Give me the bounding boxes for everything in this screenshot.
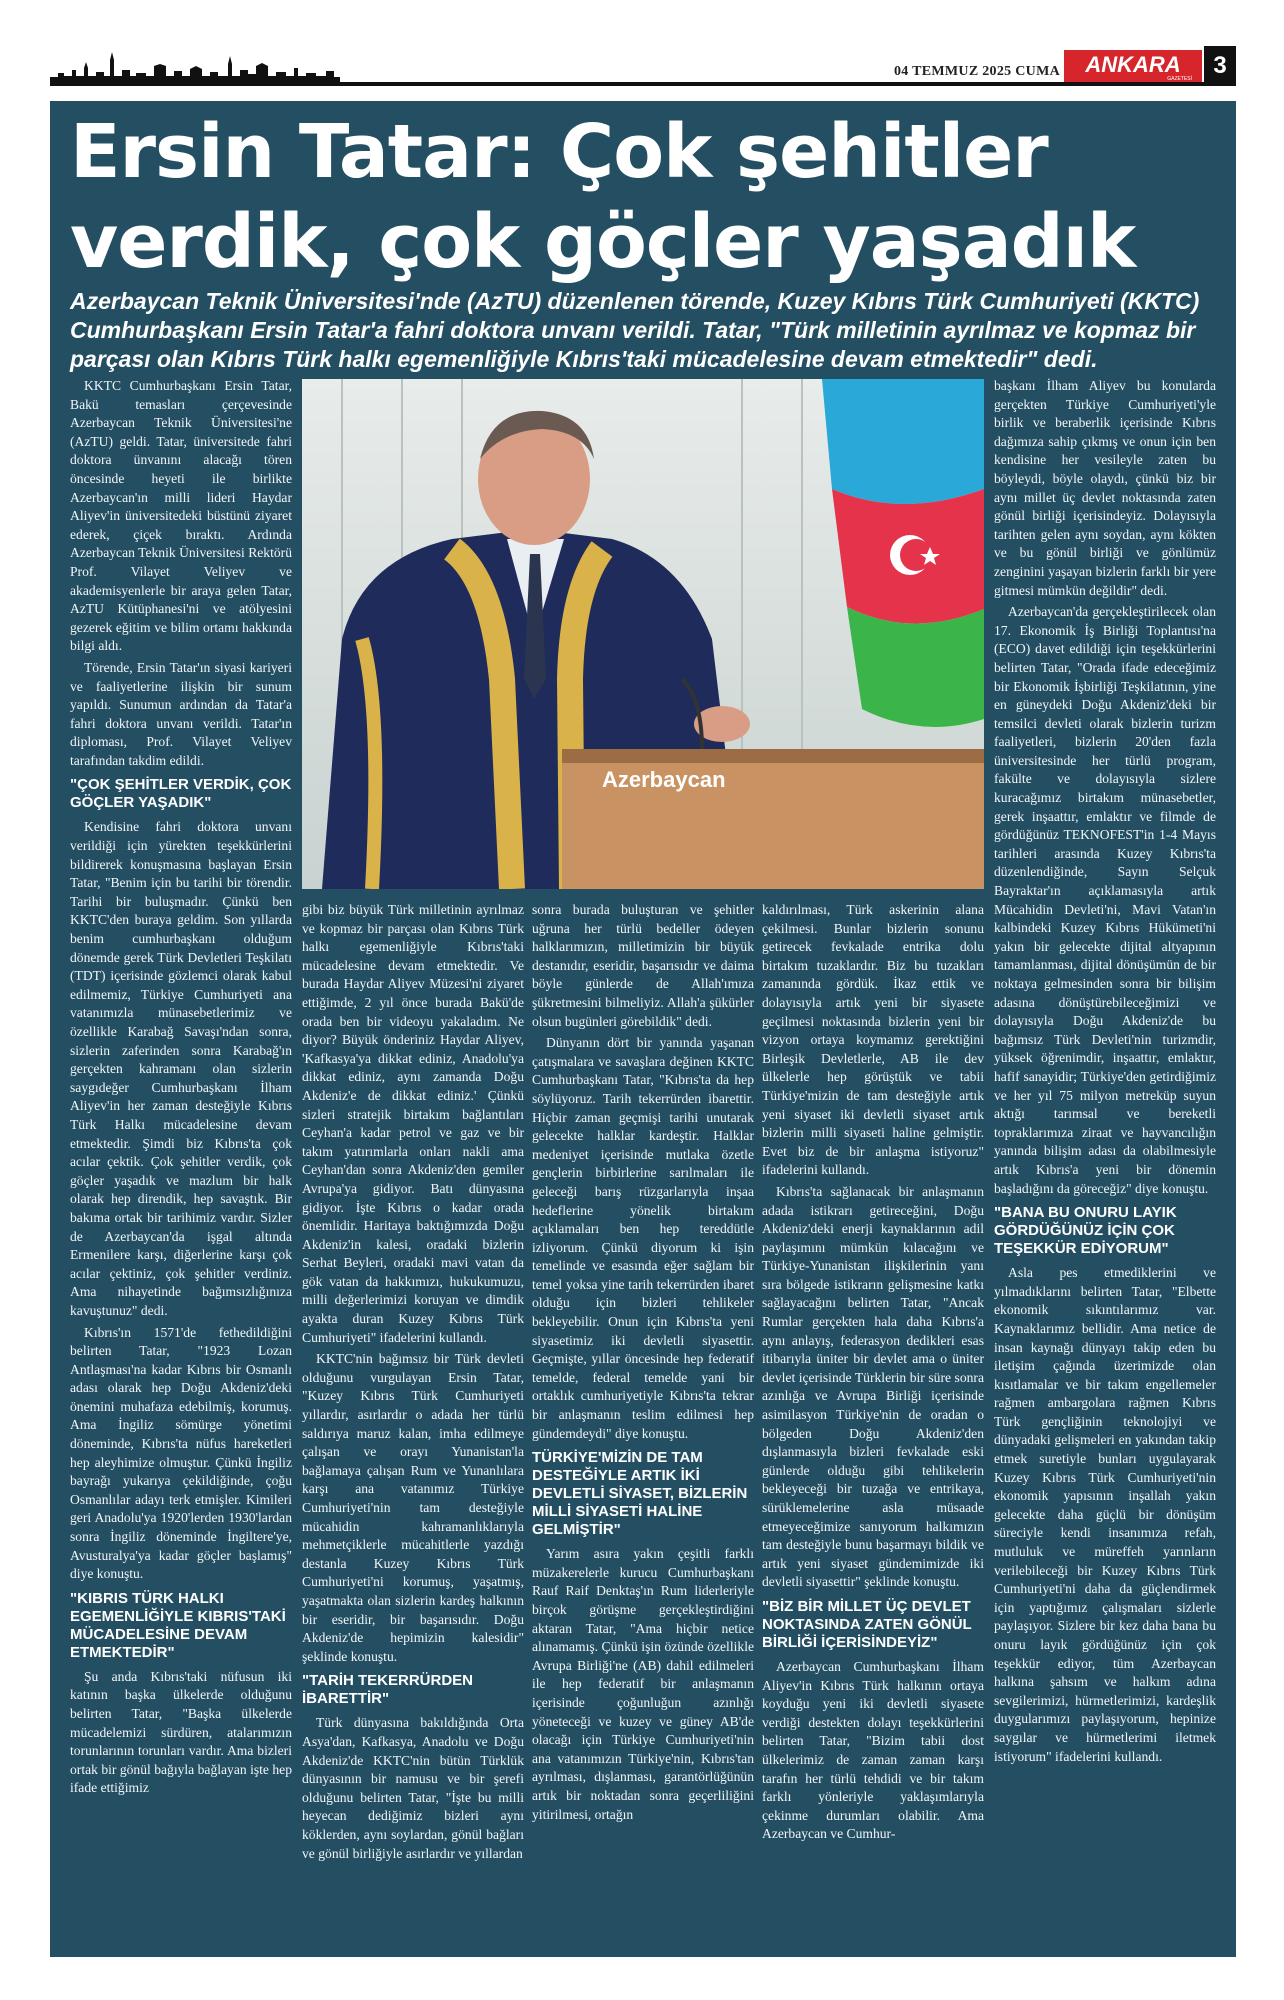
subheading: "ÇOK ŞEHİTLER VERDİK, ÇOK GÖÇLER YAŞADIK": [70, 776, 292, 812]
subheading: "BİZ BİR MİLLET ÜÇ DEVLET NOKTASINDA ZATEN GÖNÜL BİRLİĞİ İÇERİSİNDEYİZ": [762, 1597, 972, 1651]
podium-label: Azerbaycan: [602, 767, 726, 792]
paragraph: Kıbrıs'ta sağlanacak bir anlaşmanın adada istikrarı getireceğini, Doğu Akdeniz'deki enerji kaynaklarının adil paylaşımını mümkün kılacağını ve Türkiye-Yunanistan ilişkilerinin yanı sıra bölgede istikrarın gelişmesine katkı sağlayacağını belirten Tatar, "Ancak Rumlar gerçekten hala daha Kıbrıs'a aynı anlayış, federasyon dedikleri esas itibarıyla üniter bir devlet ama o üniter devlet içerisinde Türklerin bir süre sonra azınlığa ve Avrupa Birliği içerisinde asimilasyon Türkiye'nin de oradan o bölgeden Doğu Akdeniz'den dışlanmasıyla bizleri fevkalade eski günlerde olduğu gibi tehlikelerin bekleyeceği bir tuzağa ve entrikaya, sürüklemelerine asla müsaade etmeyeceğimize sanıyorum halkımızın tam desteğiyle bunu başarmayı bildik ve artık yeni siyaset gündemimizde iki devletli siyasettir" şeklinde konuştu.: [762, 1183, 984, 1590]
paragraph: Azerbaycan'da gerçekleştirilecek olan 17. Ekonomik İş Birliği Toplantısı'na (ECO) davet edildiği için teşekkürlerini belirten Tatar, "Orada ifade edeceğimiz bir Ekonomik İşbirliği Teşkilatının, yine en güneydeki Doğu Akdeniz'deki bir temsilci devleti olarak bizlerin turizm faaliyetleri, bizlerin 20'den fazla üniversitesinde her türlü program, fakülte ve dolayısıyla sizlere kuracağımız birtakım münasebetler, gerek inşaattır, emlaktır ve filmde de gördüğünüz TEKNOFEST'in 1-4 Mayıs tarihleri arasında Kuzey Kıbrıs'ta düzenlendiğinde, Sayın Selçuk Bayraktar'ın açıklamasıyla artık Mücahidin Devleti'ni, Mavi Vatan'ın kalbindeki Kuzey Kıbrıs Hükümeti'ni yakın bir gelecekte dijital altyapının tamamlanması, dijital dönüşümün de bir noktaya gelmesinden sonra bir bilişim adasına dönüştürebileceğimizi ve dolayısıyla Doğu Akdeniz'de bu bağımsız Türk Devleti'nin turizmdir, yüksek öğrenimdir, inşaattır, emlaktır, hafif sanayidir; Türkiye'den getirdiğimiz ve her yıl 75 milyon metreküp suyun aktığı tarımsal ve bereketli topraklarımıza ziraat ve hayvancılığın yanında bilişim adası da olabilmesiyle artık Kıbrıs'a yeni bir dönemin başladığını da göreceğiz" diye konuştu.: [994, 604, 1216, 1196]
paragraph: KKTC Cumhurbaşkanı Ersin Tatar, Bakü temasları çerçevesinde Azerbaycan Teknik Üniversitesi'ne (AzTU) geldi. Tatar, üniversitede fahri doktora ünvanını alacağı tören öncesinde heyeti ile birlikte Azerbaycan'ın milli lideri Haydar Aliyev'in üniversitedeki büstünü ziyaret ederek, çiçek bıraktı. Ardında Azerbaycan Teknik Üniversitesi Rektörü Prof. Vilayet Veliyev ve akademisyenlerle bir araya gelen Tatar, AzTU Kütüphanesi'ni ve atölyesini gezerek eğitim ve bilim ortamı hakkında bilgi aldı.: [70, 378, 292, 654]
paragraph: gibi biz büyük Türk milletinin ayrılmaz ve kopmaz bir parçası olan Kıbrıs Türk halkı egemenliğiyle Kıbrıs'taki mücadelesine devam etmektedir. Ve burada Haydar Aliyev Müzesi'ni ziyaret ettiğimde, 2 yıl önce burada Bakü'de orada ben bir videoyu yakaladım. Ne diyor? Büyük önderiniz Haydar Aliyev, 'Kafkasya'ya dikkat ediniz, Anadolu'ya dikkat ediniz, aynı zamanda Doğu Akdeniz'e de dikkat ediniz.' Çünkü sizleri stratejik birtakım bağlantıları Ceyhan'a kadar petrol ve gaz ve bir takım yatırımlarla onları nakli ama Ceyhan'dan sonra Akdeniz'den gemiler Avrupa'ya gidiyor. Batı dünyasına gidiyor. İşte Kıbrıs o kadar orada önemlidir. Haritaya baktığımızda Doğu Akdeniz'in kalesi, oradaki bizlerin Serhat Beyleri, oradaki mavi vatan da gök vatan da hakkımızı, hukukumuzu, milli değerlerimizi koruyan ve dimdik ayakta duran Kuzey Kıbrıs Türk Cumhuriyeti" ifadelerini kullandı.: [302, 902, 524, 1345]
paragraph: KKTC'nin bağımsız bir Türk devleti olduğunu vurgulayan Ersin Tatar, "Kuzey Kıbrıs Türk Cumhuriyeti yıllardır, asırlardır o adada her türlü saldırıya maruz kalan, imha edilmeye çalışan ve orayı Yunanistan'la bağlamaya çalışan Rum ve Yunanlılara karşı ana vatanımız Türkiye Cumhuriyeti'nin tam desteğiyle mücahidin kahramanlıklarıyla mehmetçiklerle mücahitlerle yazdığı destanla Kuzey Kıbrıs Türk Cumhuriyeti'ni korumuş, yaşatmış, yaşatmakta olan sizlerin kardeş halkının bir eseridir, bir başarısıdır. Doğu Akdeniz'de hepimizin kalesidir" şeklinde konuştu.: [302, 1351, 524, 1664]
logo-subtext: GAZETESİ: [1167, 76, 1192, 82]
issue-date: 04 TEMMUZ 2025 CUMA: [893, 64, 1060, 79]
ankara-skyline-icon: [50, 46, 340, 86]
paragraph: Dünyanın dört bir yanında yaşanan çatışmalara ve savaşlara değinen KKTC Cumhurbaşkanı Tatar, "Kıbrıs'ta da hep söylüyoruz. Tarih tekerrürden ibarettir. Hiçbir zaman geçmişi tarihi unutarak gelecekte halklar kardeştir. Halklar medeniyet içerisinde mutlaka özetle gençlerin birbirlerine sarılmaları ile geleceği barış rüzgarlarıyla inşaa hedeflerine yönelik birtakım açıklamaları ben hep tereddütle izliyorum. Çünkü diyorum ki işin temelinde ve esasında eğer sağlam bir temel yoksa yine tarih tekerrürden ibaret olduğu için bizleri tehlikeler bekleyebilir. Onun için Kıbrıs'ta yeni siyasetimiz iki devletli siyasettir. Geçmişte, yıllar öncesinde hep federatif temelde, federal temelde yani bir ortaklık cumhuriyetiyle Kıbrıs'ta tekrar bir anlaşmanın teslim edilmesi hep gündemdeydi" diye konuştu.: [532, 1035, 754, 1441]
column-3: [532, 901, 754, 1827]
paragraph: başkanı İlham Aliyev bu konularda gerçekten Türkiye Cumhuriyeti'yle birlik ve beraberlik içerisinde Kıbrıs dağımıza sahip çıkmış ve onun için ben kendisine her vesileyle zaten bu böyleydi, böyle olaydı, çünkü biz bir aynı millet üç devlet noktasında zaten gönül birliği içerisindeyiz. Dolayısıyla tarihten gelen aynı soydan, aynı kökten ve bu gönül birliği ve gönlümüz zenginini yaşayan bizlerin farklı bir yere gitmesi mümkün değildir" dedi.: [994, 378, 1216, 598]
article-panel: [50, 101, 1236, 1957]
page-number: 3: [1204, 46, 1236, 86]
photo-illustration: [302, 379, 984, 889]
paragraph: Şu anda Kıbrıs'taki nüfusun iki katının başka ülkelerde olduğunu belirten Tatar, "Başka ülkelerde mücadelemizi sürdüren, atalarımızın torunlarının torunları vardır. Ama bizleri ortak bir gönül bağıyla bağlayan işte hep ifade ettiğimiz: [70, 1668, 292, 1796]
subheading: "KIBRIS TÜRK HALKI EGEMENLİĞİYLE KIBRIS'TAKİ MÜCADELESİNE DEVAM ETMEKTEDİR": [70, 1589, 286, 1661]
subheading: "BANA BU ONURU LAYIK GÖRDÜĞÜNÜZ İÇİN ÇOK TEŞEKKÜR EDİYORUM": [994, 1204, 1177, 1258]
paragraph: Kıbrıs'ın 1571'de fethedildiğini belirten Tatar, "1923 Lozan Antlaşması'na kadar Kıbrıs bir Osmanlı adası olarak hep Doğu Akdeniz'deki önemini muhafaza edebilmiş, korumuş. Ama İngiliz sömürge yönetimi döneminde, Kıbrıs'ta nüfus hareketleri hep aleyhimize olmuştur. Çünkü İngiliz bayrağı yukarıya çekildiğinde, çoğu Osmanlılar adayı terk etmişler. Kimileri geri Anadolu'ya 1920'lerden 1930'lardan sonra İngiliz döneminde İngiltere'ye, Avusturalya'ya kadar göçler başlamış" diye konuştu.: [70, 1324, 292, 1582]
paragraph: Asla pes etmediklerini ve yılmadıklarını belirten Tatar, "Elbette ekonomik sıkıntılarımız var. Kaynaklarımız bellidir. Ama netice de insan kaynağı dünyayı takip eden bu iletişim çağında üzerimizde olan kısıtlamalar ve bir takım engellemeler rağmen ambargolara rağmen Kıbrıs Türk gençliğinin teknolojiyi ve dünyadaki gelişmeleri en yakından takip etmek suretiyle bunları uygulayarak Kuzey Kıbrıs Türk Cumhuriyeti'nin ekonomik yapısının inşallah yakın gelecekte daha güçlü bir dönüşüm süreciyle kendi insanımıza refah, mutluluk ve müreffeh yarınların verilebileceği bir Kuzey Kıbrıs Türk Cumhuriyeti'ni daha da güçlendirmek için yaptığımız çalışmaları sizlerle paylaşıyor. Sizlere bir kez daha bana bu onuru layık gördüğünüz için çok teşekkür ediyor, tüm Azerbaycan halkına şahsım ve halkım adına sevgilerimizi, hürmetlerimizi, kardeşlik duygularımızı paylaşıyorum, hepinize saygılar ve hürmetlerimi iletmek istiyorum" ifadelerini kullandı.: [994, 1265, 1216, 1764]
logo-text: ANKARA: [1085, 52, 1181, 77]
paragraph: Türk dünyasına bakıldığında Orta Asya'dan, Kafkasya, Anadolu ve Doğu Akdeniz'de KKTC'nin bütün Türklük dünyasının bir namusu ve bir şerefi olduğunu belirten Tatar, "İşte bu milli heyecan dediğimiz bizleri aynı köklerden, aynı soylardan, gönül bağları ve gönül birliğiyle asırlardır ve yıllardan: [302, 1715, 524, 1861]
paragraph: Azerbaycan Cumhurbaşkanı İlham Aliyev'in Kıbrıs Türk halkının ortaya koyduğu yeni iki devletli siyasete verdiği destekten dolayı teşekkürlerini belirten Tatar, "Bizim tabii dost ülkelerimiz de zaman zaman karşı tarafın her türlü tehdidi ve bir takım farklı yönleriyle yaklaşımlarıyla çekinme durumları olabilir. Ama Azerbaycan ve Cumhur-: [762, 1658, 984, 1842]
newspaper-logo: [1064, 50, 1202, 82]
column-1: [70, 377, 292, 1801]
paragraph: Kendisine fahri doktora unvanı verildiği için yürekten teşekkürlerini bildirerek konuşmasına başlayan Ersin Tatar, "Benim için bu tarihi bir törendir. Tarihi bir buluşmadır. Çünkü ben KKTC'den buraya geldim. Son yıllarda benim cumhurbaşkanı olduğum dönemde gerek Türk Devletleri Teşkilatı (TDT) içerisinde gözlemci olarak kabul edilmemiz, Türkiye Cumhuriyeti ana vatanımızla münasebetlerimiz ve özellikle Karabağ Savaşı'ndan sonra, sizlerin zaferinden sonra Karabağ'ın gerçekten kahramanı olan sizlerin saygıdeğer Cumhurbaşkanı İlham Aliyev'in her zaman desteğiyle Kıbrıs Türk Halkı mücadelesine devam etmektedir. Şimdi biz Kıbrıs'ta çok acılar çektik. Çok şehitler verdik, çok göçler yaşadık ve mazlum bir halk olarak hep direndik, hep savaştık. Bir bakıma ortak bir tarihimiz vardır. Sizler de Azerbaycan'da işgal altında Ermenilere karşı, diğerlerine karşı çok acılar çektiniz, çok şehitler verdiniz. Ama nihayetinde bağımsızlığınıza kavuştunuz" dedi.: [70, 819, 292, 1318]
paragraph: Yarım asıra yakın çeşitli farklı müzakerelerle kurucu Cumhurbaşkanı Rauf Raif Denktaş'ın Rum liderleriyle birçok görüşme gerçekleştirdiğini aktaran Tatar, "Ama hiçbir netice alınamamış. Çünkü işin özünde özellikle Avrupa Birliği'ne (AB) dahil edilmeleri ile hep federatif bir anlaşmanın içerisinde çoğunluğun azınlığı yöneteceği ve kuzey ve güney AB'de olacağı için Türkiye Cumhuriyeti'nin ana vatanımızın Türkiye'nin, Kıbrıs'tan ayrılması, dışlanması, garantörlüğünün artık bir noktadan sonra geçerliliğini yitirilmesi, ortağın: [532, 1546, 754, 1822]
article-photo: [302, 379, 984, 889]
column-2: [302, 901, 524, 1866]
headline: Ersin Tatar: Çok şehitler verdik, çok göçler yaşadık: [70, 109, 1136, 285]
deck: Azerbaycan Teknik Üniversitesi'nde (AzTU) düzenlenen törende, Kuzey Kıbrıs Türk Cumhuriyeti (KKTC) Cumhurbaşkanı Ersin Tatar'a fahri doktora unvanı verildi. Tatar, "Türk milletinin ayrılmaz ve kopmaz bir parçası olan Kıbrıs Türk halkı egemenliğiyle Kıbrıs'taki mücadelesine devam etmektedir" dedi.: [70, 288, 1200, 372]
column-4: [762, 901, 984, 1847]
paragraph: kaldırılması, Türk askerinin alana çekilmesi. Bunlar bizlerin sonunu getirecek fevkalade entrika dolu birtakım tuzaklardır. Biz bu tuzakları zamanında gördük. İkaz ettik ve dolayısıyla artık yeni bir siyasete geçilmesi noktasında bizlerin yeni bir vizyon ortaya koymamız gerektiğini Birleşik Devletlerle, AB ile dev ülkelerle hep görüştük ve tabii Türkiye'mizin de tam desteğiyle artık yeni siyaset iki devletli siyaset artık bizlerin milli siyaseti haline gelmiştir. Evet biz de bir anlaşma istiyoruz" ifadelerini kullandı.: [762, 902, 984, 1178]
paragraph: Törende, Ersin Tatar'ın siyasi kariyeri ve faaliyetlerine ilişkin bir sunum yapıldı. Sunumun ardından da Tatar'a fahri doktora unvanı verildi. Tatar'ın diploması, Prof. Vilayet Veliyev tarafından takdim edildi.: [70, 659, 292, 768]
subheading: TÜRKİYE'MİZİN DE TAM DESTEĞİYLE ARTIK İKİ DEVLETLİ SİYASET, BİZLERİN MİLLİ SİYASETİ HALİNE GELMİŞTİR": [532, 1449, 748, 1539]
subheading: "TARİH TEKERRÜRDEN İBARETTİR": [302, 1672, 473, 1708]
masthead: [50, 46, 1236, 86]
column-5: [994, 377, 1216, 1769]
paragraph: sonra burada buluşturan ve şehitler uğruna her türlü bedeller ödeyen halklarımızın, milletimizin bir büyük destanıdır, eseridir, başarısıdır ve daima böyle günlerde de Allah'ımıza şükretmesini bilmeliyiz. Allah'a şükürler olsun bugünleri görebildik" dedi.: [532, 902, 754, 1029]
masthead-rule: [50, 82, 1236, 86]
